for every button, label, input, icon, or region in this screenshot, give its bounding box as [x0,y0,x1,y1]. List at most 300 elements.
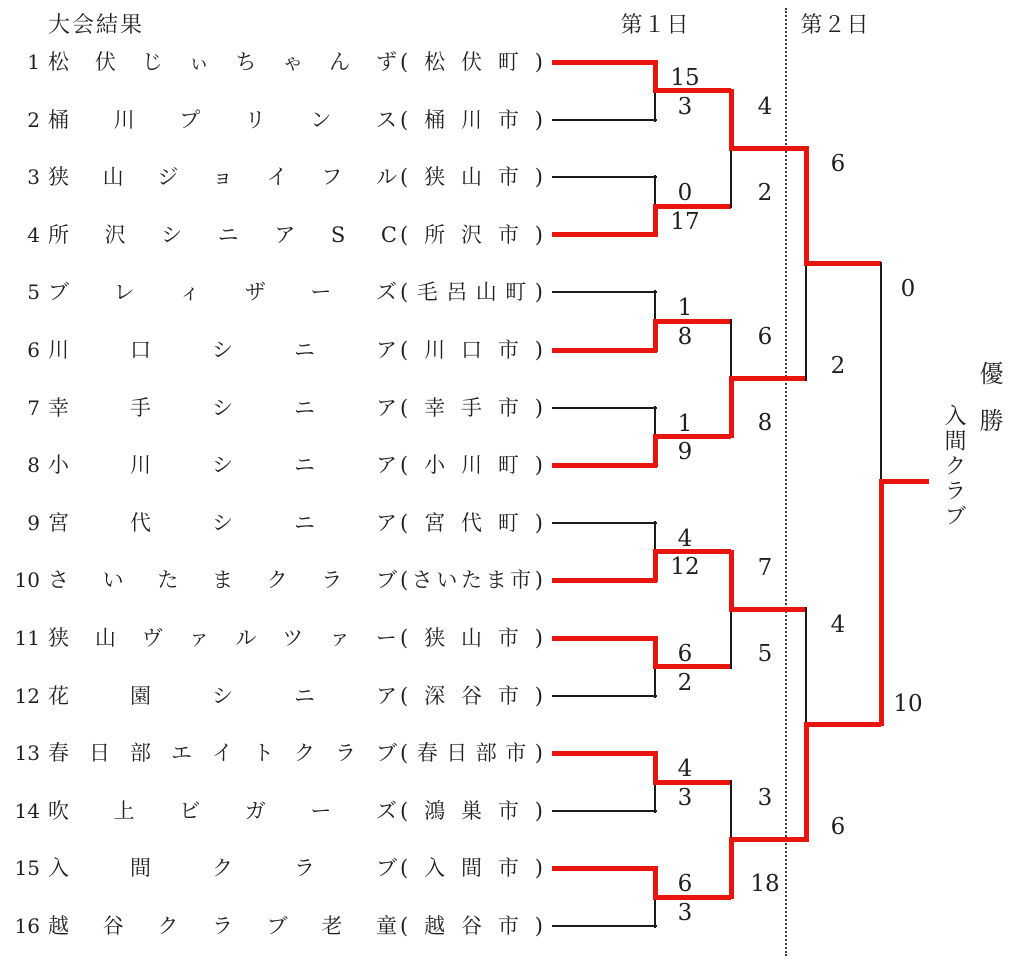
team-seed: 8 [27,453,40,478]
team-name-char: 園 [130,683,151,708]
team-leader-line [552,695,657,697]
score-label: 6 [830,151,846,178]
team-name-char: じ [141,50,163,74]
team-city-char: ) [534,338,543,362]
score-label: 8 [757,410,773,437]
team-city [400,567,543,593]
team-name [48,625,397,651]
score-label: 3 [677,900,693,926]
team-name-char: 宮 [48,510,69,535]
team-seed: 9 [27,510,40,535]
team-name [48,567,397,593]
match-vertical-bottom [729,838,734,900]
team-name-char: ョ [211,165,233,190]
team-name-char: ブ [266,914,288,938]
team-city-char: 代 [460,510,482,535]
team-city-char: ( [400,856,409,881]
team-name-char: イ [266,165,288,190]
team-city-char: 深 [424,683,446,708]
team-name-char: ィ [179,280,201,305]
team-city-char: ( [400,683,409,708]
team-city-char: 市 [497,798,519,823]
team-city [400,740,543,766]
team-city-char: 呂 [446,280,468,305]
team-city [400,798,543,824]
match-vertical-bottom [654,89,656,122]
team-city-char: ) [534,50,543,74]
team-seed: 13 [14,741,40,766]
team-seed: 3 [27,165,40,190]
team-name [48,855,397,881]
score-label: 3 [677,93,693,120]
team-city-char: 春 [416,741,438,766]
champion-label: 優勝 [975,361,1003,455]
team-name [48,107,397,133]
match-vertical-bottom [879,479,884,726]
team-name-char: ニ [217,222,239,247]
team-city [400,164,543,190]
team-name-char: ズ [375,798,397,823]
team-name-char: 上 [113,798,135,823]
team-name-char: ず [375,50,397,74]
team-name-char: ガ [244,798,266,823]
team-name [48,510,397,536]
team-city-char: ( [400,222,409,247]
team-city-char: ( [400,280,409,305]
score-label: 15 [670,65,700,91]
team-seed: 12 [14,683,40,708]
team-name [48,337,397,363]
team-city-char: ( [400,165,409,190]
team-city-char: 市 [497,338,519,362]
team-name-char: ビ [179,798,201,823]
match-vertical-bottom [804,722,809,841]
team-name-char: ザ [244,280,266,305]
team-city-char: ) [534,395,543,420]
team-name-char: 松 [48,50,69,74]
team-city [400,452,543,478]
match-vertical-bottom [654,780,656,813]
team-leader-line [552,578,657,583]
team-name-char: ニ [294,453,315,478]
team-city-char: ) [534,222,543,247]
team-name [48,452,397,478]
team-city-char: ) [534,798,543,823]
score-label: 6 [830,813,846,840]
team-name-char: い [102,568,124,593]
team-city [400,107,543,133]
team-name-char: レ [113,280,135,305]
team-name-char: ス [375,107,397,132]
team-city-char: ま [485,568,507,593]
team-city-char: ( [400,50,409,74]
team-name-char: ブ [375,568,397,593]
team-city-char: 市 [505,741,527,766]
team-city-char: 山 [460,626,482,650]
team-leader-line [552,119,657,121]
score-label: 0 [900,275,916,302]
team-city-char: ( [400,914,409,938]
team-name-char: 春 [48,741,69,766]
team-city-char: 桶 [424,107,446,132]
team-city-char: 市 [497,856,519,881]
team-seed: 5 [27,280,40,305]
team-seed: 15 [14,856,40,881]
team-name-char: シ [161,222,183,247]
team-city-char: 町 [505,280,527,305]
team-city-char: 町 [497,453,519,478]
team-city-char: 谷 [460,914,482,938]
score-label: 6 [677,641,693,667]
team-city-char: 市 [497,626,519,650]
score-label: 7 [757,554,773,581]
team-city-char: た [460,568,482,593]
team-city-char: ( [400,107,409,132]
team-name-char: ー [375,626,397,650]
team-city-char: ( [400,568,409,593]
team-name-char: ル [235,626,257,650]
team-city-char: 巣 [460,798,482,823]
team-city-char: 鴻 [424,798,446,823]
team-city-char: 間 [460,856,482,881]
match-vertical-bottom [730,607,732,669]
team-leader-line [552,751,657,756]
team-seed: 2 [27,107,40,132]
page-title: 大会結果 [48,13,145,38]
team-city-char: ) [534,856,543,881]
team-name-char: 所 [48,222,69,247]
team-name-char: ニ [294,683,315,708]
team-city-char: ) [534,914,543,938]
team-name [48,740,397,766]
team-city [400,279,543,305]
team-name-char: フ [321,165,343,190]
team-name-char: リ [244,107,266,132]
team-leader-line [552,176,657,178]
team-name-char: ヴ [141,626,163,650]
team-name-char: ア [376,683,397,708]
team-city-char: 狭 [424,165,446,190]
team-city-char: 市 [497,165,519,190]
team-city-char: ( [400,798,409,823]
score-label: 2 [677,669,693,696]
score-label: 6 [757,324,773,351]
team-seed: 1 [27,50,40,74]
team-name-char: イ [212,741,233,766]
score-label: 1 [677,295,693,322]
team-name-char: 間 [130,856,151,881]
team-leader-line [552,636,657,641]
team-name-char: 老 [321,914,343,938]
team-name-char: ア [376,338,397,362]
team-seed: 14 [14,798,40,823]
champion-team-name: 入間クラブ [941,404,966,529]
team-city-char: ) [534,741,543,766]
team-city-char: ) [534,107,543,132]
score-label: 6 [677,871,693,898]
team-city [400,855,543,881]
team-city-char: 松 [424,50,446,74]
team-name-char: ア [376,510,397,535]
team-name-char: ア [376,395,397,420]
team-name-char: ト [253,741,274,766]
score-label: 4 [757,93,773,120]
score-label: 9 [677,439,693,466]
team-leader-line [552,866,657,871]
team-city-char: ) [534,683,543,708]
team-name [48,913,397,939]
team-leader-line [552,60,657,65]
team-name-char: 手 [130,395,151,420]
team-city-char: 川 [424,338,446,362]
team-name-char: 川 [113,107,135,132]
team-seed: 16 [14,914,40,938]
team-name [48,49,397,75]
team-name-char: ク [212,856,233,881]
team-name-char: ン [310,107,332,132]
match-vertical-bottom [729,377,734,439]
team-name-char: 越 [48,914,69,938]
team-name-char: S [330,222,346,247]
team-name [48,395,397,421]
team-name-char: 入 [48,856,69,881]
team-leader-line [552,348,657,353]
team-city-char: 狭 [424,626,446,650]
team-name-char: ラ [211,914,233,938]
team-city-char: 市 [497,222,519,247]
team-city-char: 宮 [424,510,446,535]
team-name-char: エ [171,741,192,766]
team-name-char: ク [157,914,179,938]
team-name-char: ラ [335,741,356,766]
team-name-char: ち [235,50,257,74]
team-name-char: ゃ [282,50,304,74]
team-city [400,683,543,709]
team-name-char: ブ [376,741,397,766]
team-name-char: シ [212,453,233,478]
team-city-char: 市 [497,107,519,132]
team-name-char: ク [266,568,288,593]
team-city-char: 毛 [416,280,438,305]
team-city-char: ) [534,165,543,190]
team-leader-line [552,407,657,409]
match-output-line [729,376,806,381]
team-seed: 11 [14,626,40,650]
team-seed: 10 [14,568,40,593]
team-city-char: ) [534,453,543,478]
team-leader-line [552,463,657,468]
team-name-char: 代 [130,510,151,535]
team-name-char: 桶 [48,107,69,132]
team-city-char: 谷 [460,683,482,708]
team-name-char: ア [376,453,397,478]
team-city-char: さ [411,568,433,593]
team-name-char: ア [274,222,296,247]
team-name [48,279,397,305]
score-label: 5 [757,640,773,667]
team-name [48,164,397,190]
team-city-char: 町 [497,50,519,74]
team-leader-line [552,232,657,237]
team-name-char: ブ [48,280,69,305]
score-label: 2 [830,352,846,379]
match-vertical-top [804,146,809,265]
team-name-char: 幸 [48,395,69,420]
team-name-char: 狭 [48,165,69,190]
team-name [48,222,397,248]
match-vertical-top [730,319,732,381]
team-name-char: シ [212,338,233,362]
score-label: 4 [677,756,693,783]
team-name-char: 川 [48,338,69,362]
team-city [400,395,543,421]
match-output-line [729,146,806,151]
team-city-char: 伏 [460,50,482,74]
team-city-char: 市 [497,395,519,420]
team-city-char: 入 [424,856,446,881]
team-name-char: 部 [130,741,151,766]
match-vertical-bottom [730,146,732,208]
match-vertical-bottom [654,665,656,698]
team-city-char: 沢 [460,222,482,247]
match-vertical-top [729,550,734,612]
match-vertical-bottom [654,895,656,928]
team-name-char: ル [375,165,397,190]
team-name-char: ま [211,568,233,593]
team-name-char: プ [179,107,201,132]
team-city-char: ( [400,338,409,362]
team-city-char: 市 [497,683,519,708]
team-name-char: ズ [375,280,397,305]
team-city [400,49,543,75]
team-name-char: ブ [376,856,397,881]
champion-output-line [879,479,929,484]
match-output-line [729,837,806,842]
team-name-char: 小 [48,453,69,478]
team-city-char: ( [400,453,409,478]
team-seed: 7 [27,395,40,420]
team-city-char: 山 [460,165,482,190]
match-vertical-bottom [805,262,807,381]
team-name-char: ァ [188,626,210,650]
match-output-line [729,607,806,612]
team-name-char: シ [212,510,233,535]
team-name [48,798,397,824]
team-name-char: シ [212,395,233,420]
team-leader-line [552,522,657,524]
team-city-char: ( [400,741,409,766]
team-city-char: 町 [497,510,519,535]
team-name-char: 吹 [48,798,69,823]
team-city-char: ) [534,510,543,535]
score-label: 4 [677,525,693,552]
team-city-char: ) [534,568,543,593]
team-city-char: ( [400,626,409,650]
score-label: 1 [677,410,693,437]
team-city-char: い [436,568,458,593]
team-name-char: さ [48,568,69,593]
team-city-char: 川 [460,107,482,132]
team-city-char: 手 [460,395,482,420]
team-leader-line [552,925,657,927]
day2-header: 第２日 [800,13,870,38]
team-city-char: 小 [424,453,446,478]
score-label: 10 [893,691,923,718]
team-name-char: た [157,568,179,593]
team-seed: 4 [27,222,40,247]
team-name-char: ー [310,798,332,823]
team-name-char: ラ [321,568,343,593]
team-name [48,683,397,709]
team-name-char: 谷 [102,914,124,938]
score-label: 18 [750,871,780,898]
match-vertical-top [805,607,807,726]
team-name-char: ニ [294,338,315,362]
score-label: 3 [757,785,773,811]
team-name-char: 童 [375,914,397,938]
team-city [400,222,543,248]
score-label: 4 [830,612,846,639]
team-city [400,625,543,651]
score-label: 0 [677,180,693,207]
team-name-char: 沢 [104,222,126,247]
team-name-char: 口 [130,338,151,362]
team-name-char: ァ [329,626,351,650]
match-output-line [804,722,881,727]
team-name-char: ー [310,280,332,305]
team-seed: 6 [27,338,40,362]
team-leader-line [552,810,657,812]
team-city-char: ) [534,626,543,650]
team-name-char: ぃ [188,50,210,74]
team-city-char: ( [400,395,409,420]
team-city-char: 幸 [424,395,446,420]
team-city-char: 市 [510,568,532,593]
day1-header: 第１日 [620,13,690,38]
score-label: 12 [670,554,700,581]
team-city [400,337,543,363]
score-label: 2 [757,180,773,206]
team-name-char: ラ [294,856,315,881]
team-city-char: 日 [446,741,468,766]
team-name-char: 日 [89,741,110,766]
team-name-char: 花 [48,683,69,708]
team-name-char: ツ [282,626,304,650]
team-city-char: ( [400,510,409,535]
score-label: 17 [670,208,700,235]
match-vertical-top [730,780,732,842]
team-city-char: 所 [424,222,446,247]
team-city-char: 川 [460,453,482,478]
team-name-char: 山 [102,165,124,190]
team-name-char: 川 [130,453,151,478]
team-name-char: C [380,222,397,247]
team-name-char: シ [212,683,233,708]
team-name-char: 山 [94,626,116,650]
team-city-char: ) [534,280,543,305]
team-city-char: 山 [475,280,497,305]
team-name-char: ク [294,741,315,766]
team-city [400,913,543,939]
score-label: 3 [677,784,693,811]
team-city-char: 口 [460,338,482,362]
score-label: 8 [677,324,693,350]
team-name-char: 狭 [48,626,69,650]
team-city-char: 市 [497,914,519,938]
team-name-char: ん [329,50,351,74]
team-city-char: 部 [475,741,497,766]
team-name-char: ジ [157,165,179,190]
